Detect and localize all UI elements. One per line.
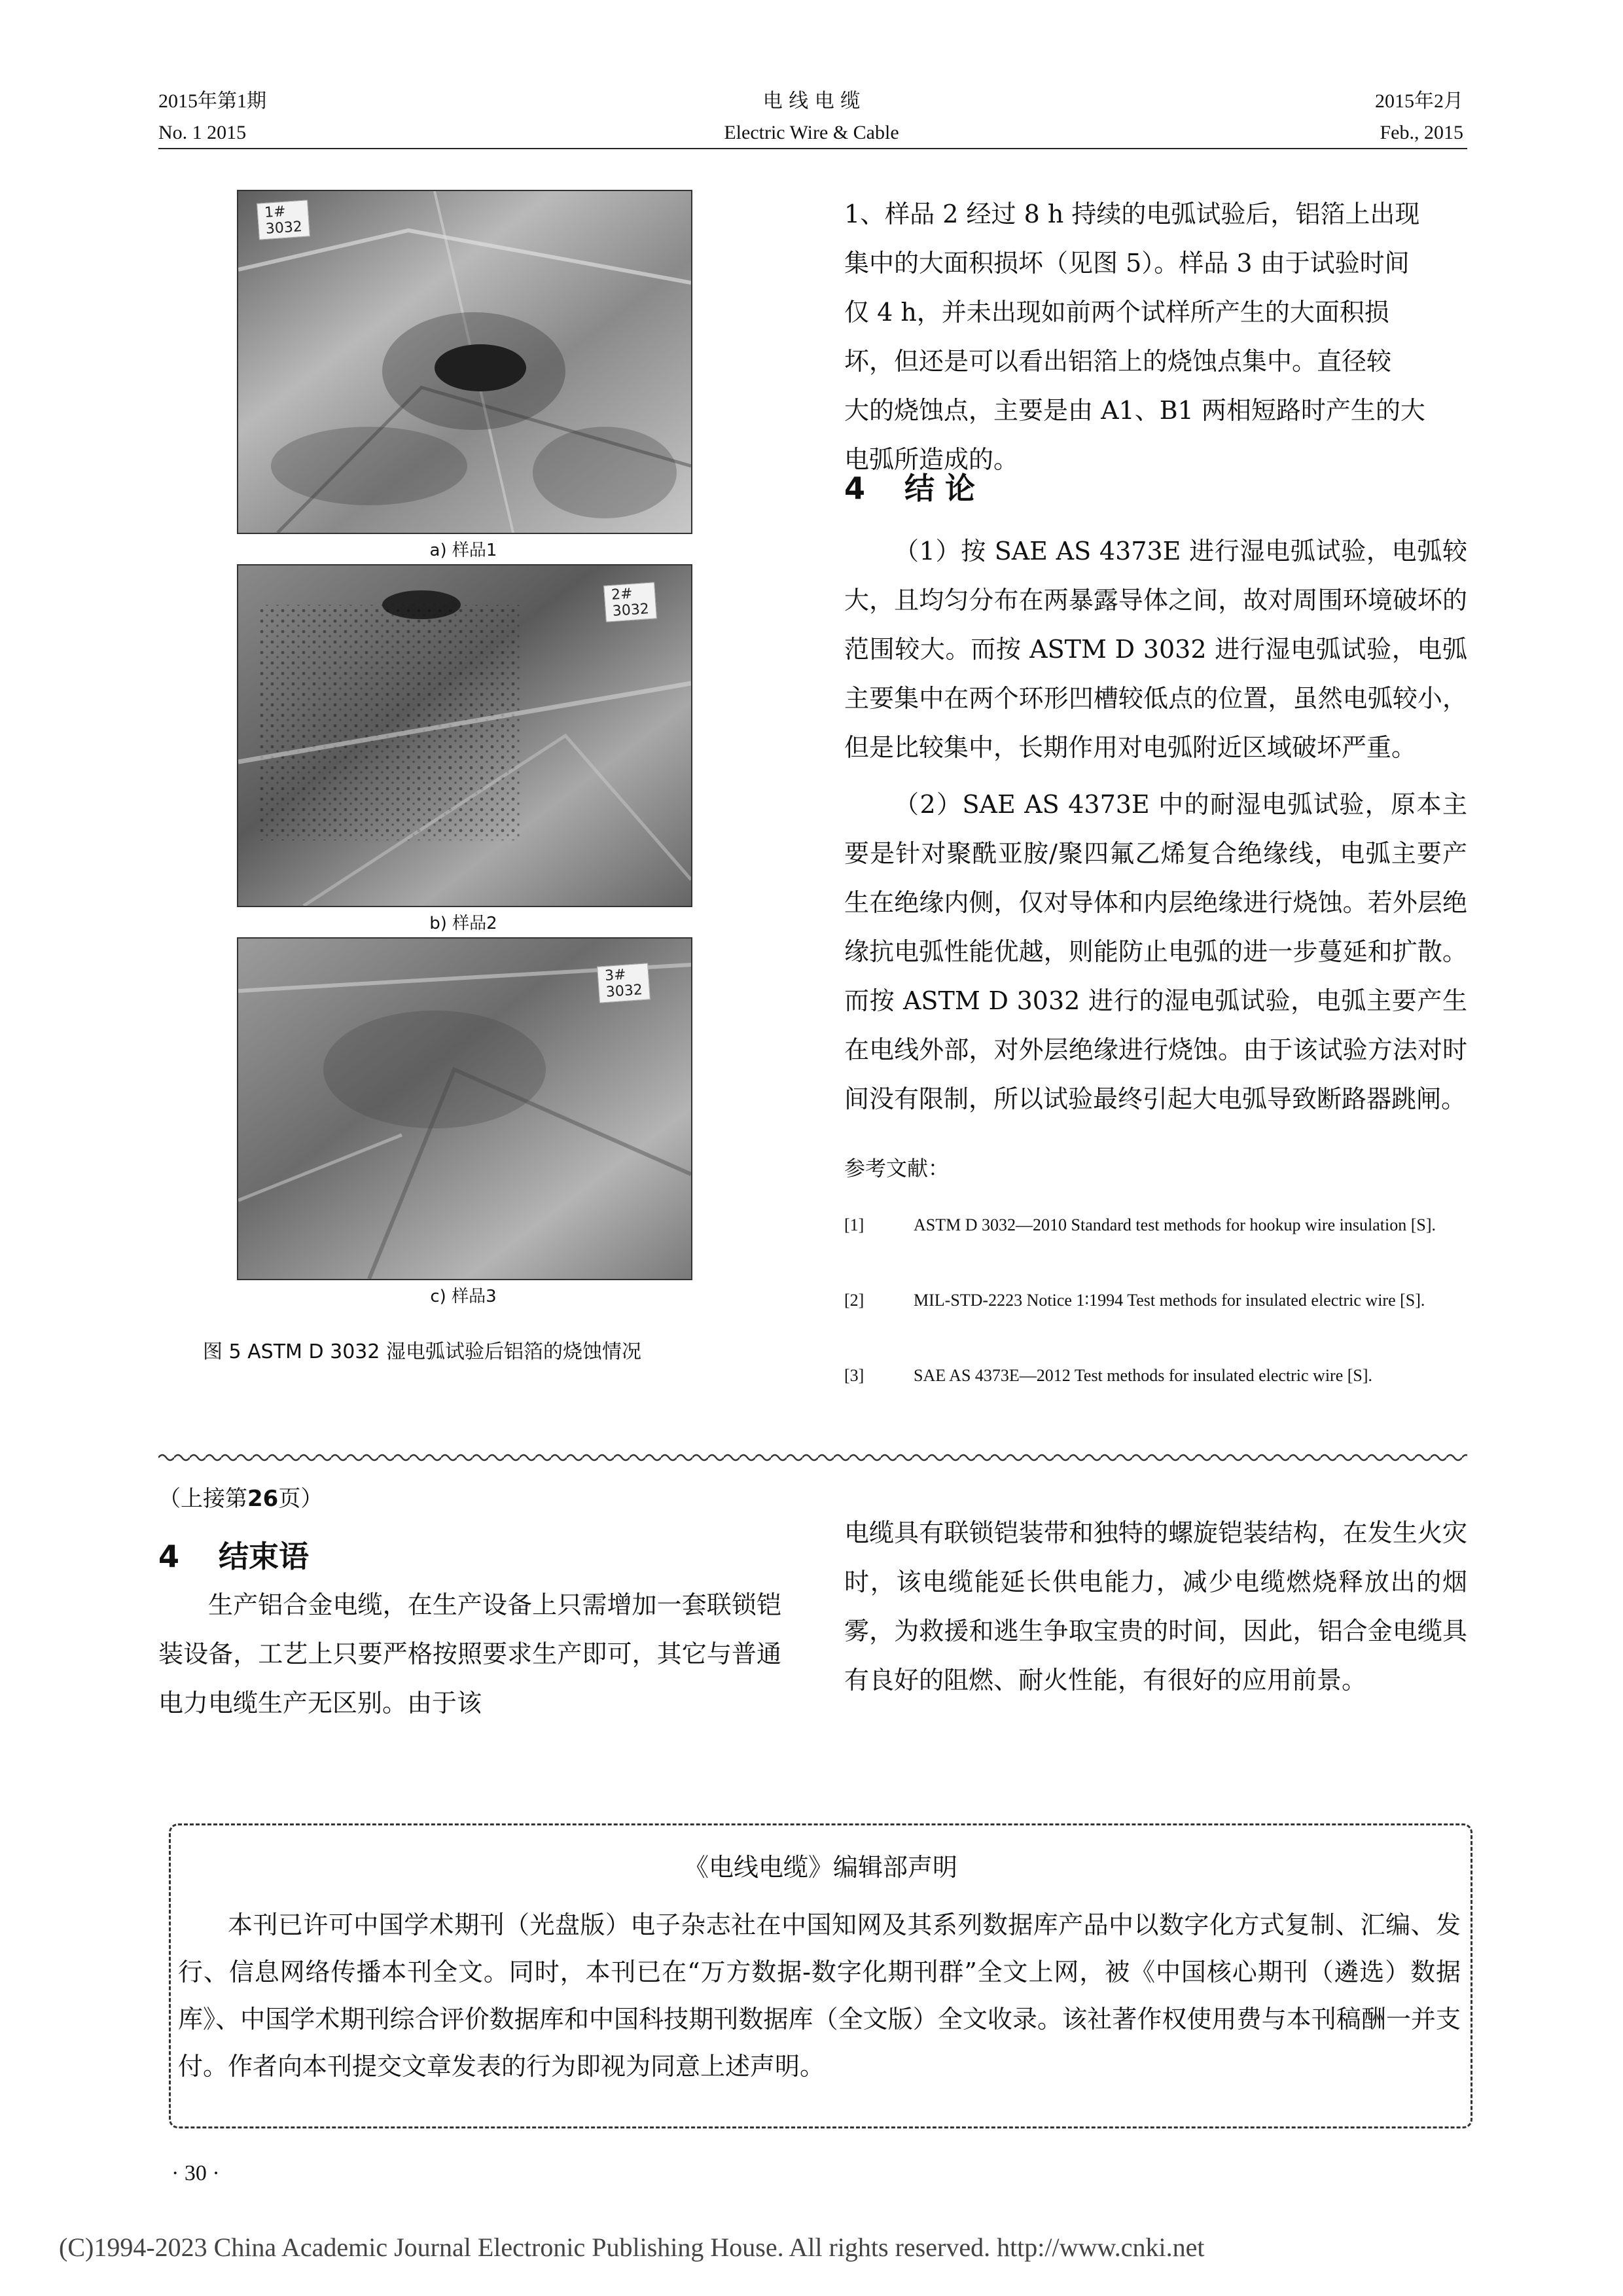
photo-1-label: 1# 3032 <box>257 200 310 240</box>
closing-right-paragraph <box>844 1509 1467 1705</box>
intro-line: 坏，但还是可以看出铝箔上的烧蚀点集中。直径较 <box>844 347 1392 376</box>
photo-3-caption: c) 样品3 <box>430 1287 497 1306</box>
section-number: 4 <box>158 1539 180 1574</box>
header-issue-cn: 2015年第1期 <box>158 90 266 112</box>
header-issue-en: No. 1 2015 <box>158 122 247 143</box>
photo-sample-2 <box>237 564 692 907</box>
photo-sample-1 <box>237 190 692 534</box>
photo-2-caption: b) 样品2 <box>429 914 497 933</box>
closing-left-paragraph <box>158 1581 781 1728</box>
reference-item <box>844 1283 1467 1355</box>
references-title: 参考文献： <box>844 1156 950 1181</box>
conclusion-1-text: （1）按 SAE AS 4373E 进行湿电弧试验，电弧较大，且均匀分布在两暴露导体之间，故对周围环境破坏的范围较大。而按 ASTM D 3032 进行湿电弧试验，电弧主要集中在两个环形凹槽较低点的位置，虽然电弧较小，但是比较集中，长期作用对电弧附近区域破坏严重。 <box>844 537 1467 762</box>
reference-text: MIL-STD-2223 Notice 1∶1994 Test methods for insulated electric wire [S]. <box>914 1291 1425 1310</box>
copyright-footer: (C)1994-2023 China Academic Journal Electronic Publishing House. All rights reserved. http://www.cnki.net <box>59 2233 1205 2262</box>
header-rule <box>158 148 1467 149</box>
reference-item <box>844 1208 1467 1280</box>
closing-left-text: 生产铝合金电缆，在生产设备上只需增加一套联锁铠装设备，工艺上只要严格按照要求生产即可，其它与普通电力电缆生产无区别。由于该 <box>158 1590 781 1717</box>
intro-line: 仅 4 h，并未出现如前两个试样所产生的大面积损 <box>844 298 1389 327</box>
note-suffix: 页） <box>278 1486 323 1512</box>
conclusion-1 <box>844 527 1467 772</box>
reference-number: [3] <box>844 1366 865 1385</box>
figure-caption: 图 5 ASTM D 3032 湿电弧试验后铝箔的烧蚀情况 <box>203 1340 641 1363</box>
header-date-cn: 2015年2月 <box>1375 90 1463 112</box>
continued-from-note <box>158 1480 323 1513</box>
photo-1-caption: a) 样品1 <box>429 541 497 560</box>
reference-number: [1] <box>844 1215 865 1234</box>
photo-2-label: 2# 3032 <box>603 582 657 622</box>
reference-number: [2] <box>844 1291 865 1310</box>
reference-item <box>844 1358 1467 1430</box>
section-heading-conclusion <box>844 465 975 508</box>
intro-paragraph <box>844 190 1467 484</box>
section-title: 结 论 <box>904 471 976 506</box>
note-prefix: （上接第 <box>158 1486 247 1512</box>
page-number: · 30 · <box>171 2161 220 2185</box>
intro-line: 大的烧蚀点，主要是由 A1、B1 两相短路时产生的大 <box>844 396 1425 425</box>
intro-line: 集中的大面积损坏（见图 5）。样品 3 由于试验时间 <box>844 249 1410 278</box>
notice-text: 本刊已许可中国学术期刊（光盘版）电子杂志社在中国知网及其系列数据库产品中以数字化方式复制、汇编、发行、信息网络传播本刊全文。同时，本刊已在“万方数据-数字化期刊群”全文上网，被《中国核心期刊（遴选）数据库》、中国学术期刊综合评价数据库和中国科技期刊数据库（全文版）全文收录。该社著作权使用费与本刊稿酬一并支付。作者向本刊提交文章发表的行为即视为同意上述声明。 <box>178 1910 1461 2081</box>
conclusion-2-text: （2）SAE AS 4373E 中的耐湿电弧试验，原本主要是针对聚酰亚胺/聚四氟乙烯复合绝缘线，电弧主要产生在绝缘内侧，仅对导体和内层绝缘进行烧蚀。若外层绝缘抗电弧性能优越，则能防止电弧的进一步蔓延和扩散。而按 ASTM D 3032 进行的湿电弧试验，电弧主要产生在电线外部，对外层绝缘进行烧蚀。由于该试验方法对时间没有限制，所以试验最终引起大电弧导致断路器跳闸。 <box>844 790 1467 1113</box>
reference-text: SAE AS 4373E—2012 Test methods for insulated electric wire [S]. <box>914 1366 1373 1385</box>
reference-text: ASTM D 3032—2010 Standard test methods for hookup wire insulation [S]. <box>914 1215 1436 1234</box>
notice-body <box>178 1901 1461 2090</box>
header-journal-cn: 电 线 电 缆 <box>762 90 861 113</box>
notice-title: 《电线电缆》编辑部声明 <box>683 1853 957 1882</box>
conclusion-2 <box>844 780 1467 1124</box>
wavy-separator <box>158 1452 1467 1463</box>
photo-sample-3 <box>237 937 692 1280</box>
note-page: 26 <box>247 1486 279 1512</box>
intro-line: 1、样品 2 经过 8 h 持续的电弧试验后，铝箔上出现 <box>844 200 1420 228</box>
header-date-en: Feb., 2015 <box>1380 122 1463 143</box>
closing-right-text: 电缆具有联锁铠装带和独特的螺旋铠装结构，在发生火灾时，该电缆能延长供电能力，减少电缆燃烧释放出的烟雾，为救援和逃生争取宝贵的时间，因此，铝合金电缆具有良好的阻燃、耐火性能，有很好的应用前景。 <box>844 1518 1467 1695</box>
header-journal-en: Electric Wire & Cable <box>724 122 899 143</box>
intro-line: 电弧所造成的。 <box>844 445 1019 474</box>
section-title: 结束语 <box>219 1539 310 1574</box>
photo-3-label: 3# 3032 <box>597 963 651 1003</box>
section-heading-closing <box>158 1533 309 1576</box>
section-number: 4 <box>844 471 866 506</box>
